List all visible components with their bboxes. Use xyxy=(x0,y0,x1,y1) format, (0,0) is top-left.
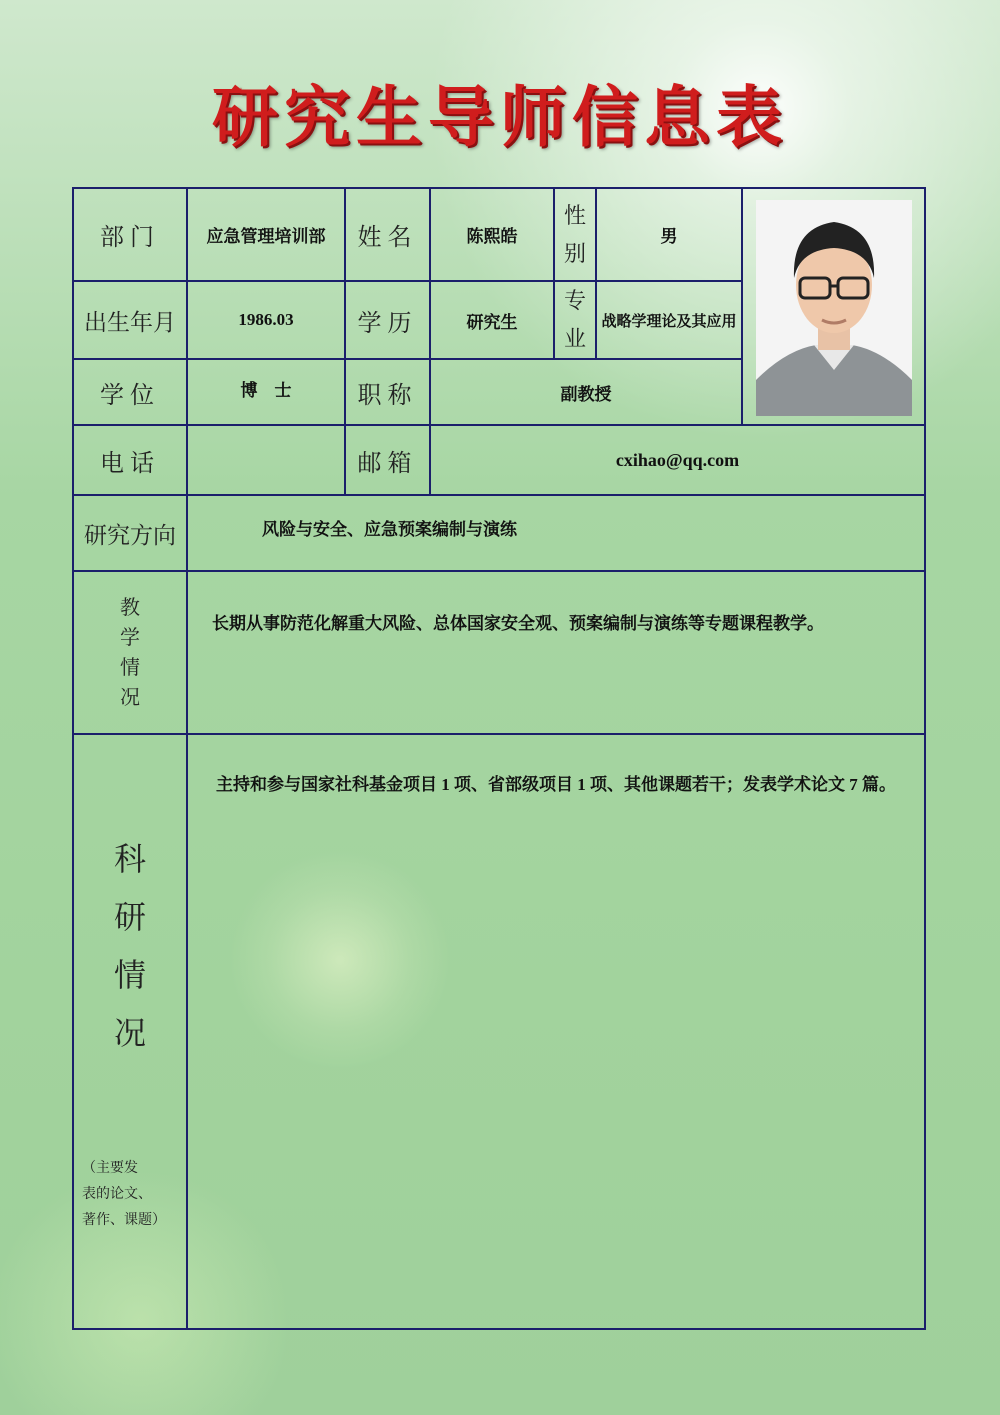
research-note-line-3: 著作、课题） xyxy=(82,1212,166,1228)
email-label: 邮箱 xyxy=(344,424,431,496)
education-label: 学历 xyxy=(344,280,431,360)
birth-label: 出生年月 xyxy=(72,280,188,360)
major-label-char-1: 专 xyxy=(563,288,586,313)
teaching-value: 长期从事防范化解重大风险、总体国家安全观、预案编制与演练等专题课程教学。 xyxy=(212,614,824,633)
phone-label: 电话 xyxy=(72,424,188,496)
research-note-line-2: 表的论文、 xyxy=(82,1186,152,1202)
email-value: cxihao@qq.com xyxy=(429,424,926,496)
research-label-char-4: 况 xyxy=(113,1015,146,1051)
title-label: 职称 xyxy=(344,358,431,426)
teaching-label-char-4: 况 xyxy=(120,686,140,709)
gender-label xyxy=(553,187,597,282)
name-label: 姓名 xyxy=(344,187,431,282)
research-label xyxy=(72,830,188,1062)
birth-value: 1986.03 xyxy=(186,280,346,360)
gender-value: 男 xyxy=(595,187,743,282)
education-value: 研究生 xyxy=(429,280,555,360)
gender-label-char-2: 别 xyxy=(563,240,586,266)
major-value: 战略学理论及其应用 xyxy=(595,280,743,360)
teaching-cell xyxy=(186,570,926,735)
portrait-icon xyxy=(756,200,912,416)
research-label-char-2: 研 xyxy=(113,899,146,935)
portrait-photo xyxy=(756,200,912,416)
teaching-label-char-2: 学 xyxy=(120,626,140,649)
research-label-char-1: 科 xyxy=(113,841,146,877)
research-note-line-1: （主要发 xyxy=(82,1160,138,1176)
research-note xyxy=(82,1155,182,1233)
degree-label: 学位 xyxy=(72,358,188,426)
page-title: 研究生导师信息表 xyxy=(212,79,788,156)
research-value: 主持和参与国家社科基金项目 1 项、省部级项目 1 项、其他课题若干；发表学术论文 7 篇。 xyxy=(216,775,896,794)
research-cell xyxy=(186,733,926,1330)
research-direction-value: 风险与安全、应急预案编制与演练 xyxy=(262,520,517,539)
phone-value xyxy=(186,424,346,496)
department-value: 应急管理培训部 xyxy=(186,187,346,282)
teaching-label xyxy=(72,570,188,735)
major-label xyxy=(553,280,597,360)
research-direction-label: 研究方向 xyxy=(72,494,188,572)
title-value: 副教授 xyxy=(429,358,743,426)
name-value: 陈熙皓 xyxy=(429,187,555,282)
gender-label-char-1: 性 xyxy=(563,202,586,228)
degree-value: 博 士 xyxy=(186,358,346,426)
teaching-label-char-1: 教 xyxy=(120,596,140,619)
teaching-label-char-3: 情 xyxy=(120,656,140,679)
department-label: 部门 xyxy=(72,187,188,282)
major-label-char-2: 业 xyxy=(563,326,586,351)
research-label-char-3: 情 xyxy=(113,957,146,993)
